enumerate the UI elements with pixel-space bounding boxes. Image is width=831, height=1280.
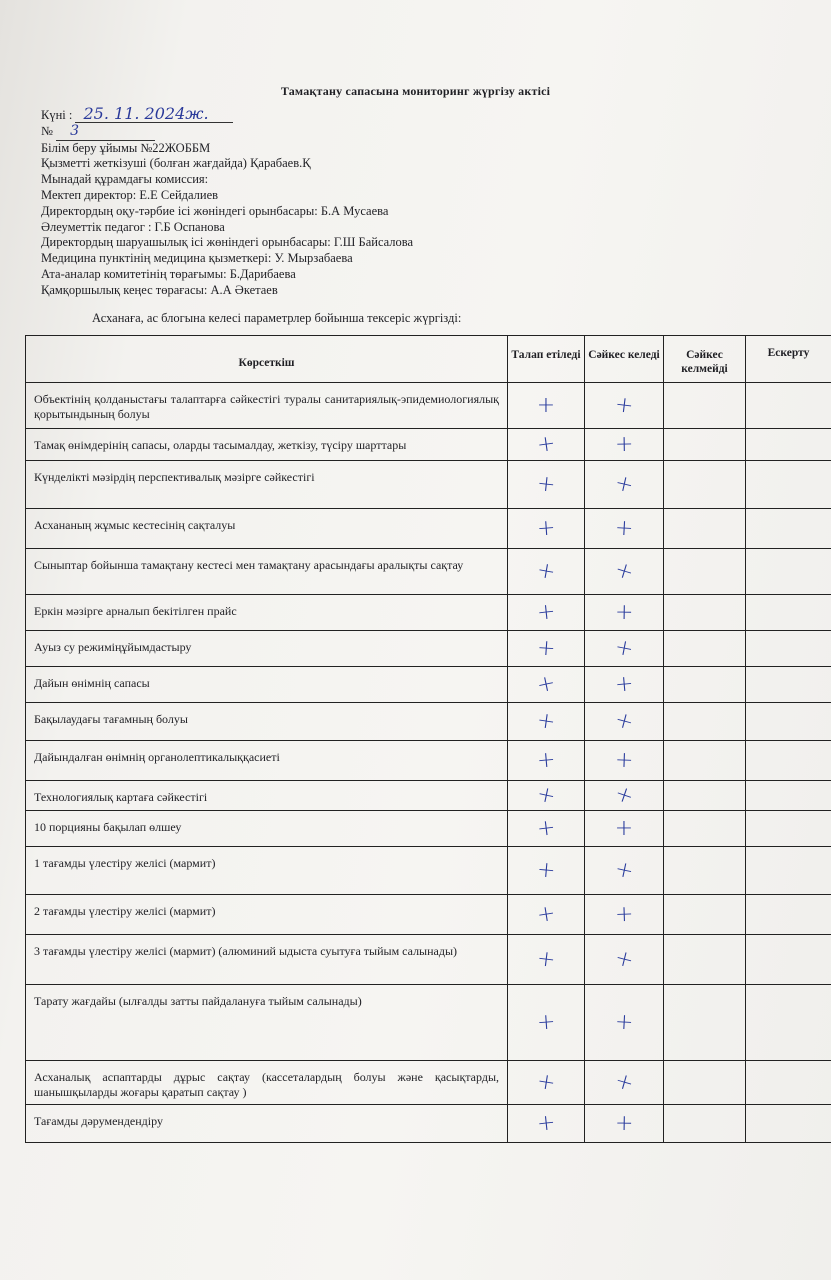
noncompliant-cell — [664, 703, 746, 741]
header-line: Директордың шаруашылық ісі жөніндегі орынбасары: Г.Ш Байсалова — [41, 235, 414, 250]
noncompliant-cell — [664, 741, 746, 781]
note-cell — [746, 549, 831, 595]
compliant-cell — [585, 429, 664, 461]
required-cell — [508, 935, 585, 985]
note-cell — [746, 781, 831, 811]
table-row — [26, 667, 831, 703]
noncompliant-cell — [664, 383, 746, 429]
header-line: Мынадай құрамдағы комиссия: — [41, 172, 209, 187]
table-row — [26, 1105, 831, 1143]
compliant-check-mark: + — [614, 431, 634, 458]
compliant-check-mark: + — [612, 634, 636, 663]
header-compliant: Сәйкес келеді — [585, 336, 664, 383]
compliant-check-mark: + — [614, 1009, 634, 1036]
header-line: Қызметті жеткізуші (болған жағдайда) Қарабаев.Қ — [41, 156, 311, 171]
compliant-cell — [585, 781, 664, 811]
noncompliant-cell — [664, 935, 746, 985]
compliant-cell — [585, 985, 664, 1061]
note-cell — [746, 935, 831, 985]
note-cell — [746, 461, 831, 509]
compliant-cell — [585, 549, 664, 595]
note-cell — [746, 895, 831, 935]
compliant-check-mark: + — [614, 599, 634, 626]
note-cell — [746, 509, 831, 549]
table-row — [26, 895, 831, 935]
required-cell — [508, 847, 585, 895]
compliant-cell — [585, 703, 664, 741]
indicator-cell: Бақылаудағы тағамның болуы — [26, 703, 508, 741]
required-check-mark: + — [535, 747, 557, 774]
compliant-cell — [585, 811, 664, 847]
noncompliant-cell — [664, 847, 746, 895]
header-line: Ата-аналар комитетінің төрағымы: Б.Дарибаева — [41, 266, 296, 281]
required-cell — [508, 811, 585, 847]
compliant-cell — [585, 383, 664, 429]
header-line: Қамқоршылық кеңес төрағасы: А.А Әкетаев — [41, 282, 278, 297]
compliant-check-mark: + — [614, 901, 634, 928]
table-row — [26, 781, 831, 811]
compliant-check-mark: + — [614, 816, 634, 841]
header-note: Ескерту — [746, 336, 831, 383]
required-check-mark: + — [534, 900, 558, 929]
compliant-cell — [585, 461, 664, 509]
table-row — [26, 595, 831, 631]
header-line: Медицина пунктінің медицина қызметкері: У. Мырзабаева — [41, 251, 353, 266]
required-cell — [508, 383, 585, 429]
noncompliant-cell — [664, 509, 746, 549]
required-cell — [508, 1105, 585, 1143]
required-check-mark: + — [535, 945, 557, 974]
compliant-cell — [585, 667, 664, 703]
required-cell — [508, 895, 585, 935]
note-cell — [746, 985, 831, 1061]
required-cell — [508, 509, 585, 549]
noncompliant-cell — [664, 461, 746, 509]
required-cell — [508, 461, 585, 509]
table-row — [26, 383, 831, 429]
noncompliant-cell — [664, 811, 746, 847]
note-cell — [746, 1061, 831, 1105]
noncompliant-cell — [664, 667, 746, 703]
required-cell — [508, 631, 585, 667]
required-cell — [508, 1061, 585, 1105]
indicator-cell: Дайындалған өнімнің органолептикалыққасиеті — [26, 741, 508, 781]
compliant-cell — [585, 741, 664, 781]
note-cell — [746, 811, 831, 847]
compliant-check-mark: + — [614, 747, 634, 774]
required-check-mark: + — [535, 1009, 557, 1036]
required-cell — [508, 667, 585, 703]
noncompliant-cell — [664, 985, 746, 1061]
document-header — [41, 106, 801, 299]
compliant-check-mark: + — [611, 1067, 637, 1098]
note-cell — [746, 847, 831, 895]
header-line: Әлеуметтік педагог : Г.Б Оспанова — [41, 219, 225, 234]
note-cell — [746, 595, 831, 631]
indicator-cell: Объектінің қолданыстағы талаптарға сәйкестігі туралы санитариялық-эпидемиологиялық қорытындының болуы — [26, 383, 508, 429]
indicator-cell: Сыныптар бойынша тамақтану кестесі мен тамақтану арасындағы аралықты сақтау — [26, 549, 508, 595]
compliant-cell — [585, 1105, 664, 1143]
noncompliant-cell — [664, 631, 746, 667]
indicator-cell: 3 тағамды үлестіру желісі (мармит) (алюминий ыдыста суытуға тыйым салынады) — [26, 935, 508, 985]
header-lines — [41, 141, 801, 299]
note-cell — [746, 429, 831, 461]
compliant-check-mark: + — [612, 470, 636, 499]
inspection-intro: Асханаға, ас блогына келесі параметрлер бойынша тексеріс жүргізді: — [92, 311, 462, 325]
compliant-check-mark: + — [612, 856, 636, 885]
indicator-cell: Асханалық аспаптарды дұрыс сақтау (кассеталардың болуы және қасықтарды, шанышқыларды жоғары қаратып сақтау ) — [26, 1061, 508, 1105]
required-cell — [508, 703, 585, 741]
header-noncompliant: Сәйкес келмейді — [664, 336, 746, 383]
header-indicator: Көрсеткіш — [26, 336, 508, 383]
monitoring-table — [25, 335, 831, 1143]
indicator-cell: 2 тағамды үлестіру желісі (мармит) — [26, 895, 508, 935]
indicator-cell: Тағамды дәрумендендіру — [26, 1105, 508, 1143]
indicator-cell: Тамақ өнімдерінің сапасы, оларды тасымалдау, жеткізу, түсіру шарттары — [26, 429, 508, 461]
note-cell — [746, 741, 831, 781]
compliant-cell — [585, 595, 664, 631]
date-label: Күні : — [41, 108, 73, 122]
noncompliant-cell — [664, 1061, 746, 1105]
indicator-cell: Дайын өнімнің сапасы — [26, 667, 508, 703]
indicator-cell: 10 порцияны бақылап өлшеу — [26, 811, 508, 847]
number-handwritten: 3 — [56, 124, 155, 141]
table-header-row — [26, 336, 831, 383]
compliant-check-mark: + — [613, 671, 635, 698]
table-row — [26, 549, 831, 595]
note-cell — [746, 383, 831, 429]
noncompliant-cell — [664, 781, 746, 811]
required-check-mark: + — [535, 515, 557, 542]
required-check-mark: + — [535, 599, 557, 626]
noncompliant-cell — [664, 895, 746, 935]
table-row — [26, 429, 831, 461]
number-label: № — [41, 123, 53, 138]
indicator-cell: Еркін мәзірге арналып бекітілген прайс — [26, 595, 508, 631]
indicator-cell: Ауыз су режиміңұйымдастыру — [26, 631, 508, 667]
compliant-check-mark: + — [611, 707, 637, 736]
table-row — [26, 631, 831, 667]
indicator-cell: Күнделікті мәзірдің перспективалық мәзірге сәйкестігі — [26, 461, 508, 509]
required-check-mark: + — [535, 814, 557, 843]
compliant-cell — [585, 847, 664, 895]
required-check-mark: + — [535, 857, 557, 884]
required-cell — [508, 595, 585, 631]
noncompliant-cell — [664, 549, 746, 595]
table-row — [26, 985, 831, 1061]
number-line — [41, 124, 801, 141]
note-cell — [746, 631, 831, 667]
date-line — [41, 106, 801, 124]
indicator-cell: Технологиялық картаға сәйкестігі — [26, 781, 508, 811]
compliant-cell — [585, 631, 664, 667]
required-check-mark: + — [534, 781, 558, 810]
required-cell — [508, 741, 585, 781]
required-cell — [508, 429, 585, 461]
header-line: Білім беру ұйымы №22ЖОББМ — [41, 140, 211, 155]
compliant-cell — [585, 509, 664, 549]
required-check-mark: + — [534, 670, 558, 699]
table-row — [26, 741, 831, 781]
noncompliant-cell — [664, 1105, 746, 1143]
compliant-cell — [585, 895, 664, 935]
required-cell — [508, 549, 585, 595]
table-row — [26, 509, 831, 549]
header-line: Директордың оқу-тәрбие ісі жөніндегі орынбасары: Б.А Мусаева — [41, 203, 389, 218]
header-line: Мектеп директор: Е.Е Сейдалиев — [41, 187, 219, 202]
header-required: Талап етіледі — [508, 336, 585, 383]
required-check-mark: + — [534, 1068, 558, 1097]
document-title: Тамақтану сапасына мониторинг жүргізу актісі — [280, 84, 551, 98]
compliant-cell — [585, 935, 664, 985]
table-body — [26, 383, 831, 1143]
compliant-check-mark: + — [614, 515, 634, 542]
compliant-cell — [585, 1061, 664, 1105]
table-row — [26, 461, 831, 509]
indicator-cell: Асхананың жұмыс кестесінің сақталуы — [26, 509, 508, 549]
compliant-check-mark: + — [614, 1110, 634, 1137]
note-cell — [746, 703, 831, 741]
note-cell — [746, 1105, 831, 1143]
required-check-mark: + — [534, 557, 558, 586]
required-check-mark: + — [536, 393, 556, 418]
table-row — [26, 1061, 831, 1105]
table-row — [26, 811, 831, 847]
table-row — [26, 847, 831, 895]
compliant-check-mark: + — [613, 391, 635, 420]
noncompliant-cell — [664, 595, 746, 631]
date-handwritten: 25. 11. 2024ж. — [75, 106, 233, 123]
required-check-mark: + — [535, 1110, 557, 1137]
note-cell — [746, 667, 831, 703]
indicator-cell: Тарату жағдайы (ылғалды затты пайдалануға тыйым салынады) — [26, 985, 508, 1061]
compliant-check-mark: + — [612, 945, 636, 974]
table-row — [26, 703, 831, 741]
required-check-mark: + — [535, 430, 557, 459]
required-check-mark: + — [535, 635, 557, 662]
noncompliant-cell — [664, 429, 746, 461]
table-row — [26, 935, 831, 985]
required-cell — [508, 985, 585, 1061]
required-cell — [508, 781, 585, 811]
compliant-check-mark: + — [611, 556, 637, 587]
indicator-cell: 1 тағамды үлестіру желісі (мармит) — [26, 847, 508, 895]
compliant-check-mark: + — [611, 780, 637, 811]
required-check-mark: + — [535, 707, 557, 736]
required-check-mark: + — [535, 471, 557, 498]
